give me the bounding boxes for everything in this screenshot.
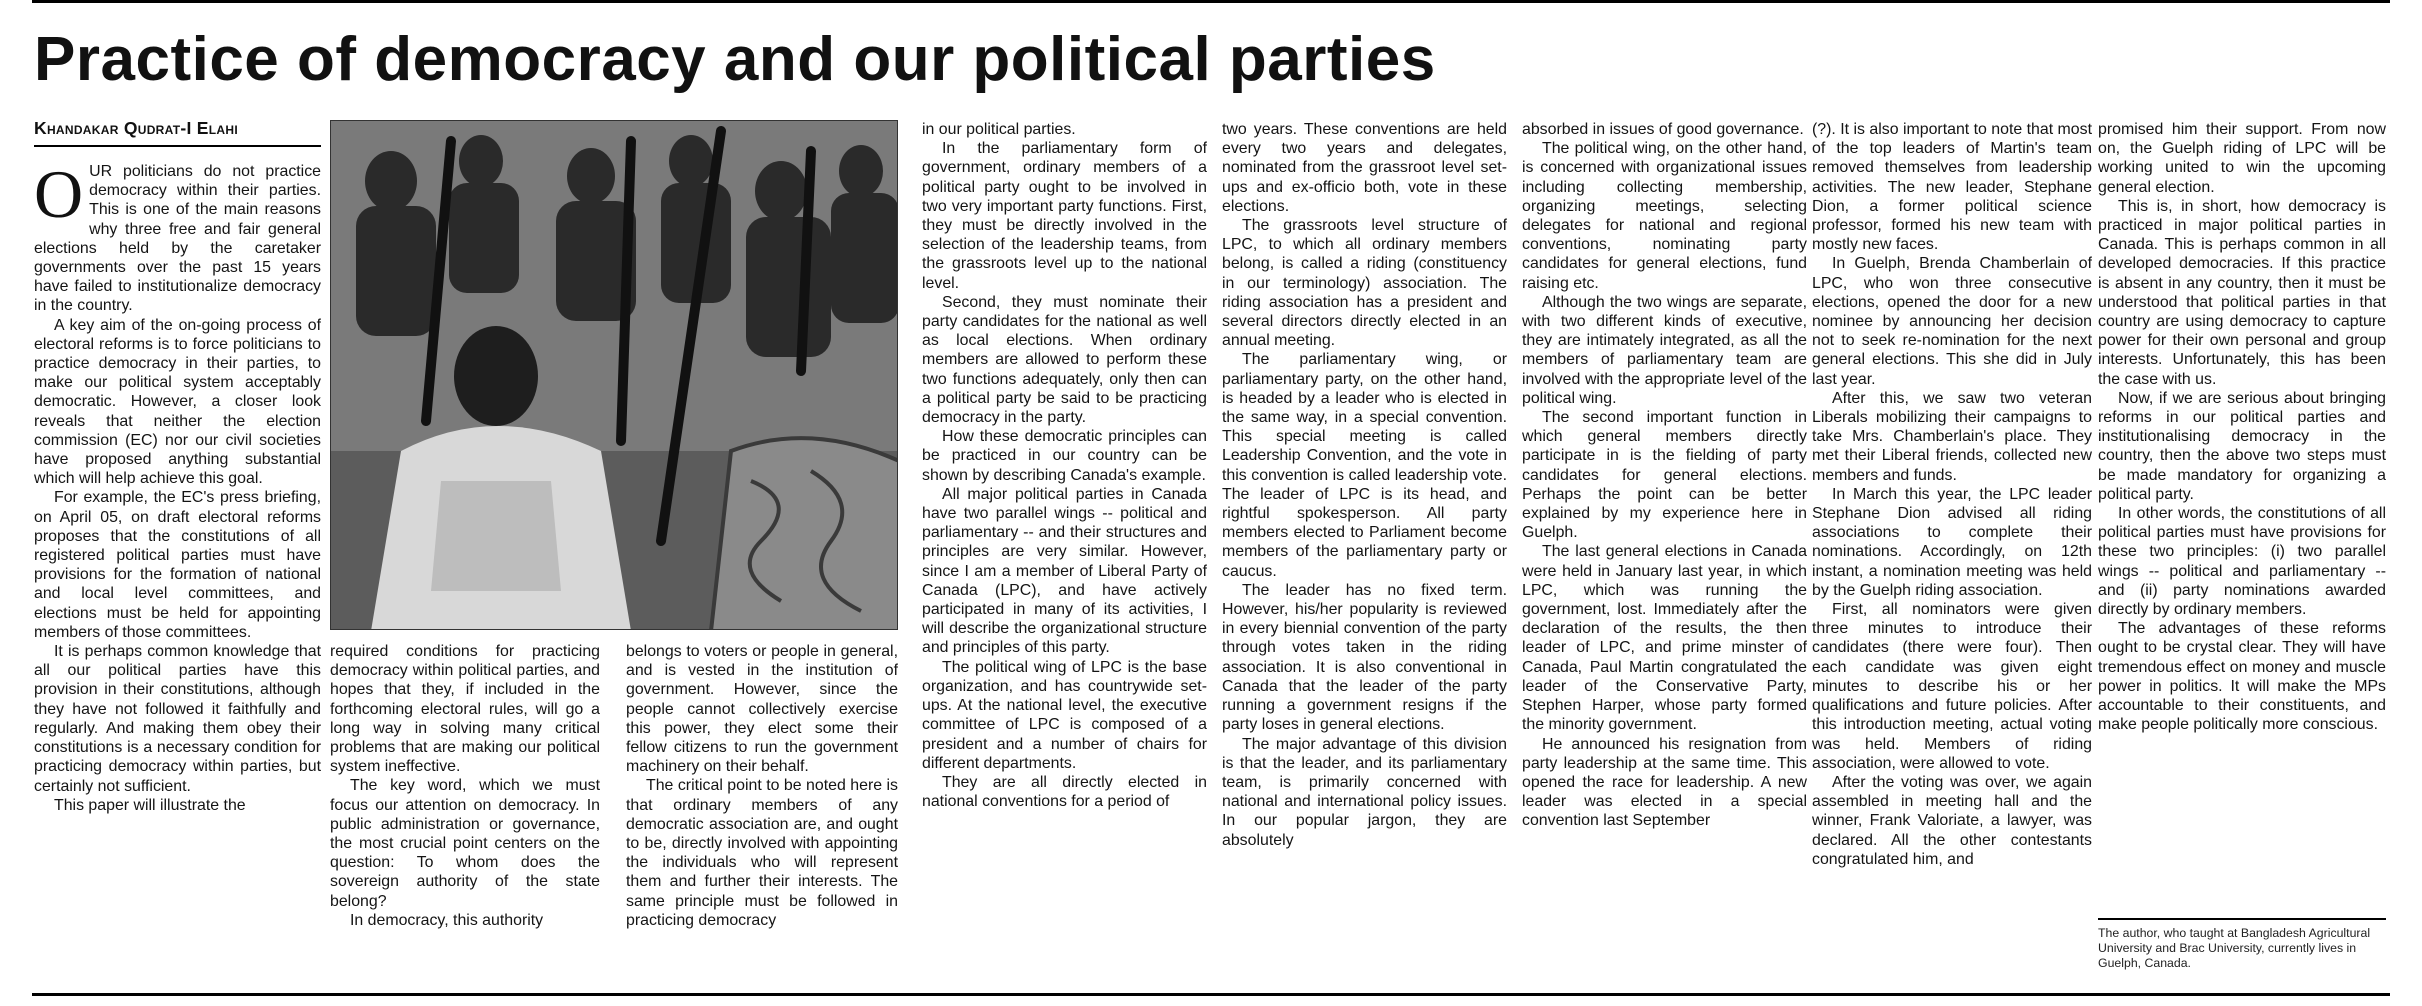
column-2 (330, 642, 600, 992)
paragraph: After the voting was over, we again assembled in meeting hall and the winner, Frank Valoriate, a lawyer, was declared. All the other contestants congratulated him, and (1812, 773, 2092, 868)
column-1 (34, 162, 321, 992)
column-3 (626, 642, 898, 992)
paragraph: The political wing of LPC is the base organization, and has countrywide set-ups. At the national level, the executive committee of LPC is composed of a president and a number of chairs for different departments. (922, 658, 1207, 772)
paragraph: They are all directly elected in national conventions for a period of (922, 773, 1207, 811)
paragraph: belongs to voters or people in general, and is vested in the institution of government. However, since the people cannot collectively exercise this power, they elect some their fellow citizens to run the government machinery on their behalf. (626, 643, 898, 776)
paragraph: First, all nominators were given three minutes to introduce their candidates (there were four). Then each candidate was given eight minutes to describe his or her qualifications and future policies. After this introduction meeting, actual voting was held. Members of riding association, were allowed to vote. (1812, 601, 2092, 772)
paragraph: The last general elections in Canada were held in January last year, in which LPC, which was running the government, lost. Immediately after the declaration of the results, the then leader of LPC, and prime minster of Canada, Paul Martin congratulated the leader of the Conservative Party, Stephen Harper, whose party formed the minority government. (1522, 543, 1807, 734)
paragraph: In Guelph, Brenda Chamberlain of LPC, who won three consecutive elections, opened the door for a new nominee by announcing her decision not to seek re-nomination for the next general elections. This she did in July last year. (1812, 255, 2092, 388)
paragraph: For example, the EC's press briefing, on April 05, on draft electoral reforms proposes that the constitutions of all registered political parties must have provisions for the formation of national and local level committees, and elections must be held for appointing members of those committees. (34, 489, 321, 641)
paragraph: This is, in short, how democracy is practiced in major political parties in Canada. This is perhaps common in all developed democracies. If this practice is absent in any country, then it must be understood that political parties in that country are using democracy to capture power for their own personal and group interests. Unfortunately, this has been the case with us. (2098, 197, 2386, 388)
paragraph (34, 162, 321, 316)
column-5 (1222, 120, 1507, 992)
patterned-cloth (711, 438, 898, 630)
top-rule (32, 0, 2390, 3)
dropcap: O (34, 162, 84, 232)
paragraph: promised him their support. From now on, the Guelph riding of LPC will be working united to win the upcoming general election. (2098, 121, 2386, 196)
author-note-text: The author, who taught at Bangladesh Agricultural University and Brac University, currently lives in Guelph, Canada. (2098, 926, 2371, 970)
paragraph: absorbed in issues of good governance. (1522, 121, 1804, 138)
paragraph: Although the two wings are separate, with two different kinds of executive, they are intimately integrated, as all the members of parliamentary team are involved with the appropriate level of the political wing. (1522, 293, 1807, 407)
paragraph: The political wing, on the other hand, is concerned with organizational issues including collecting membership, organizing meetings, selecting delegates for national and regional conventions, nominating party candidates for general elections, fund raising etc. (1522, 140, 1807, 292)
headline: Practice of democracy and our political parties (34, 25, 1436, 94)
paragraph: The advantages of these reforms ought to be crystal clear. They will have tremendous effect on money and muscle power in politics. It will make the MPs accountable to their constituents, and make people politically more conscious. (2098, 620, 2386, 734)
paragraph: All major political parties in Canada have two parallel wings -- political and parliamentary -- and their structures and principles are very similar. However, since I am a member of Liberal Party of Canada (LPC), and have actively participated in many of its activities, I will describe the organizational structure and principles of this party. (922, 485, 1207, 657)
paragraph: After this, we saw two veteran Liberals mobilizing their campaigns to take Mrs. Chamberlain's place. They met their Liberal friends, collected new members and funds. (1812, 389, 2092, 484)
paragraph: In the parliamentary form of government, ordinary members of a political party ought to be involved in two very important party functions. First, they must be directly involved in the selection of the leadership teams, from the grassroots level up to the national level. (922, 140, 1207, 292)
paragraph: The second important function in which general members directly participate in is the fielding of party candidates for general elections. Perhaps the point can be better explained by my experience here in Guelph. (1522, 409, 1807, 542)
paragraph: In March this year, the LPC leader Stephane Dion advised all riding associations to complete their nominations. Accordingly, on 12th instant, a nomination meeting was held by the Guelph riding association. (1812, 485, 2092, 599)
paragraph: This paper will illustrate the (54, 796, 246, 814)
paragraph: in our political parties. (922, 121, 1076, 138)
paragraph: He announced his resignation from party leadership at the same time. This opened the race for leadership. A new leader was elected in a special convention last September (1522, 735, 1807, 830)
paragraph: It is perhaps common knowledge that all our political parties have this provision in their constitutions, although they have not followed it faithfully and regularly. And making them obey their constitutions is a necessary condition for practicing democracy within parties, but certainly not sufficient. (34, 643, 321, 795)
column-7 (1812, 120, 2092, 992)
paragraph: A key aim of the on-going process of electoral reforms is to force politicians to practice democracy in their parties, to make our political system acceptably democratic. However, a closer look reveals that neither the election commission (EC) nor our civil societies have proposed anything substantial which will help achieve this goal. (34, 316, 321, 488)
paragraph: (?). It is also important to note that most of the top leaders of Martin's team removed themselves from leadership activities. The new leader, Stephane Dion, a former political science professor, formed his new team with mostly new faces. (1812, 121, 2092, 254)
column-8 (2098, 120, 2386, 910)
author-note (2098, 918, 2386, 971)
paragraph: In democracy, this authority (350, 911, 544, 929)
paragraph: The parliamentary wing, or parliamentary party, on the other hand, is headed by a leader who is elected in the same way, in a special convention. This special meeting is called Leadership Convention, and the vote in this convention is called leadership vote. The leader of LPC is its head, and rightful spokesperson. All party members elected to Parliament become members of the parliamentary party or caucus. (1222, 351, 1507, 580)
paragraph: Second, they must nominate their party candidates for the national as well as local elections. When ordinary members are allowed to perform these two functions adequately, only then can a political party be said to be practicing democracy in the party. (922, 293, 1207, 427)
paragraph: The leader has no fixed term. However, his/her popularity is reviewed in every biennial convention of the party through votes taken in the riding association. It is also conventional in Canada that the leader of the party running a government resigns if the party loses in general elections. (1222, 581, 1507, 734)
paragraph: two years. These conventions are held every two years and delegates, nominated from the grassroot level set-ups and ex-officio both, vote in these elections. (1222, 121, 1507, 215)
paragraph: required conditions for practicing democracy within political parties, and hopes that they, if included in the forthcoming electoral rules, will go a long way in solving many critical problems that are making our political system ineffective. (330, 643, 600, 776)
paragraph: The critical point to be noted here is that ordinary members of any democratic association are, and ought to be, directly involved with appointing the individuals who will represent them and further their interests. The same principle must be followed in practicing democracy (626, 777, 898, 929)
paragraph: How these democratic principles can be practiced in our country can be shown by describing Canada's example. (922, 428, 1207, 484)
paragraph: The grassroots level structure of LPC, to which all ordinary members belong, is called a riding (constituency in our terminology) association. The riding association has a president and several directors directly elected in an annual meeting. (1222, 217, 1507, 350)
paragraph: Now, if we are serious about bringing reforms in our political parties and institutionalising democracy in the country, then the above two steps must be made mandatory for organizing a political party. (2098, 389, 2386, 503)
paragraph: The key word, which we must focus our attention on democracy. In public administration or governance, the most crucial point centers on the question: To whom does the sovereign authority of the state belong? (330, 777, 600, 910)
column-6 (1522, 120, 1807, 992)
paragraph: The major advantage of this division is that the leader, and its parliamentary team, is primarily concerned with national and international policy issues. In our popular jargon, they are absolutely (1222, 735, 1507, 849)
bottom-rule (32, 993, 2390, 996)
column-4 (922, 120, 1207, 992)
news-photo (330, 120, 898, 630)
byline: Khandakar Qudrat-I Elahi (34, 118, 321, 147)
paragraph: In other words, the constitutions of all political parties must have provisions for these two principles: (i) two parallel wings -- political and parliamentary -- and (ii) party nominations awarded directly by ordinary members. (2098, 505, 2386, 619)
paragraph-text: UR politicians do not practice democracy within their parties. This is one of the main reasons why three free and fair general elections held by the caretaker governments over the past 15 years have failed to institutionalize democracy in the country. (34, 163, 321, 315)
